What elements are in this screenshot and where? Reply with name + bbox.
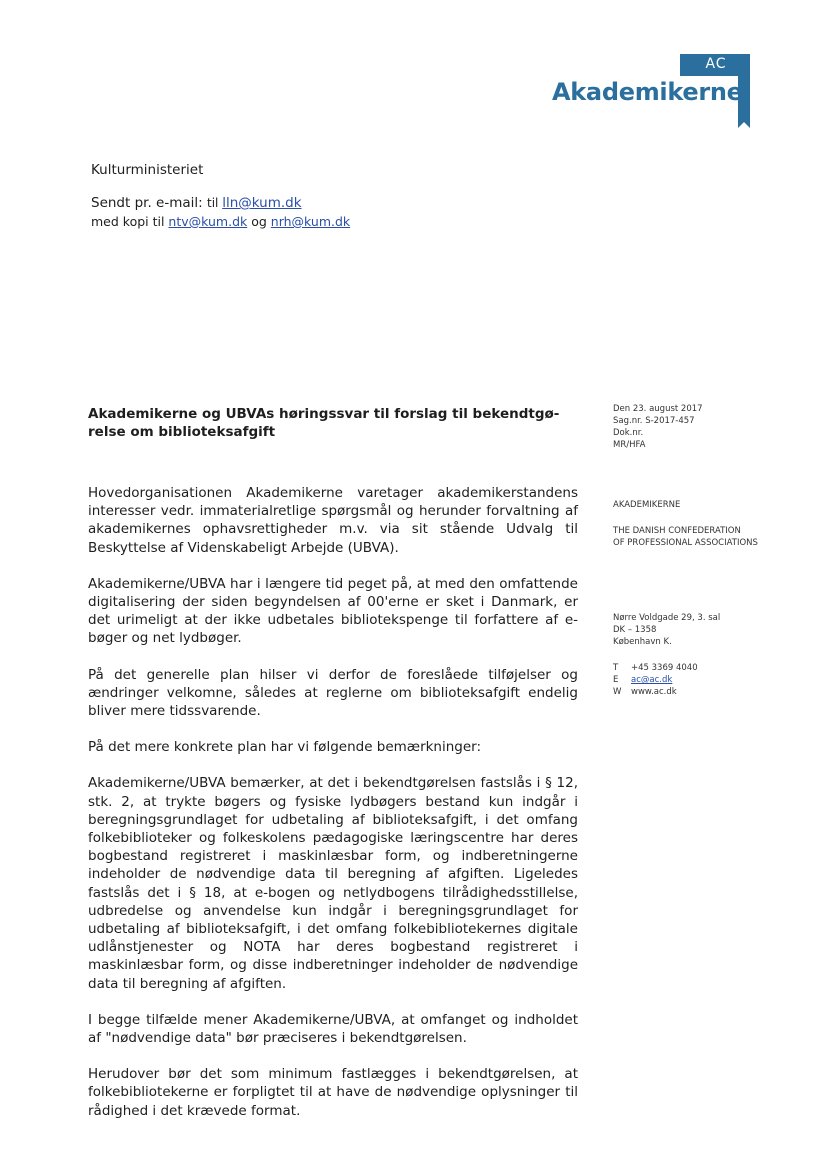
address-street: Nørre Voldgade 29, 3. sal	[613, 613, 721, 623]
organisation-block	[613, 499, 758, 549]
body-paragraph-7: Herudover bør det som minimum fastlægges i bekendtgørelsen, at folkebibliotekerne er forpligtet til at have de nødvendige oplysninger til rådighed i det krævede format.	[88, 1066, 578, 1119]
meta-case-number: Sag.nr. S-2017-457	[613, 416, 695, 426]
phone-number: +45 3369 4040	[631, 663, 698, 673]
cc-line	[91, 214, 350, 229]
letter-body	[88, 484, 578, 1138]
web-label: W	[613, 687, 622, 697]
postal-address	[613, 612, 720, 648]
body-paragraph-6: I begge tilfælde mener Akademikerne/UBVA, at omfanget og indholdet af "nødvendige data" bør præciseres i bekendtgørelsen.	[88, 1011, 578, 1047]
body-paragraph-2: Akademikerne/UBVA har i længere tid peget på, at med den omfattende digitalisering der siden begyndelsen af 00'erne er sket i Danmark, er det urimeligt at der ikke udbetales bibliotekspenge til forfattere af e-bøger og net lydbøger.	[88, 575, 578, 647]
meta-doc-number: Dok.nr.	[613, 428, 644, 438]
cc-prefix: med kopi til	[91, 214, 169, 229]
cc-og: og	[247, 214, 271, 229]
sent-line	[91, 195, 302, 211]
body-paragraph-1: Hovedorganisationen Akademikerne varetager akademikerstandens interesser vedr. immaterialretlige spørgsmål og herunder forvaltning af akademikernes ophavsrettigheder m.v. via sit stående Udvalg til Beskyttelse af Videnskabeligt Arbejde (UBVA).	[88, 485, 578, 556]
org-english-line-1: THE DANISH CONFEDERATION	[613, 526, 741, 536]
email-label: E	[613, 675, 619, 685]
subject-heading: Akademikerne og UBVAs høringssvar til forslag til bekendtgø-relse om biblioteksafgift	[88, 406, 560, 440]
address-zip: DK – 1358	[613, 625, 657, 635]
email-link-lln[interactable]: lln@kum.dk	[222, 195, 302, 211]
logo-wordmark: Akademikerne	[552, 78, 743, 106]
letter-meta	[613, 403, 703, 451]
contact-email-link[interactable]: ac@ac.dk	[631, 675, 673, 685]
sent-til: til	[207, 196, 223, 210]
contact-email-row	[613, 674, 698, 686]
address-city: København K.	[613, 637, 672, 647]
phone-label: T	[613, 663, 619, 673]
meta-initials: MR/HFA	[613, 440, 646, 450]
body-paragraph-3: På det generelle plan hilser vi derfor de foreslåede tilføjelser og ændringer velkomne, således at reglerne om biblioteksafgift endelig bliver mere tidssvarende.	[88, 666, 578, 720]
contact-web: www.ac.dk	[631, 687, 677, 697]
contact-block	[613, 662, 698, 698]
contact-phone-row	[613, 662, 698, 674]
logo-badge-text: AC	[705, 56, 727, 72]
body-paragraph-5: Akademikerne/UBVA bemærker, at det i bekendtgørelsen fastslås i § 12, stk. 2, at trykte bøgers og fysiske lydbøgers bestand kun indgår i beregningsgrundlaget for udbetaling af biblioteksafgift, i det omfang folkebiblioteker og folkeskolens pædagogiske læringscentre har deres bogbestand registreret i maskinlæsbar form, og indberetningerne indeholder de nødvendige data til beregning af afgiften. Ligeledes fastslås det i § 18, at e-bogen og netlydbogens tilrådighedsstillelse, udbredelse og anvendelse kun indgår i beregningsgrundlaget for udbetaling af biblioteksafgift, i det omfang folkebibliotekernes digitale udlånstjenester og NOTA har deres bogbestand registreret i maskinlæsbar form, og disse indberetninger indeholder de nødvendige data til beregning af afgiften.	[88, 775, 578, 992]
akademikerne-logo	[552, 50, 762, 130]
org-name: AKADEMIKERNE	[613, 500, 681, 510]
org-english-line-2: OF PROFESSIONAL ASSOCIATIONS	[613, 538, 758, 548]
email-link-nrh[interactable]: nrh@kum.dk	[270, 214, 351, 229]
recipient: Kulturministeriet	[91, 162, 204, 178]
meta-date: Den 23. august 2017	[613, 404, 703, 414]
sent-prefix: Sendt pr. e-mail:	[91, 195, 207, 211]
contact-web-row	[613, 686, 698, 698]
body-paragraph-4: På det mere konkrete plan har vi følgende bemærkninger:	[88, 739, 482, 756]
email-link-ntv[interactable]: ntv@kum.dk	[168, 214, 248, 229]
